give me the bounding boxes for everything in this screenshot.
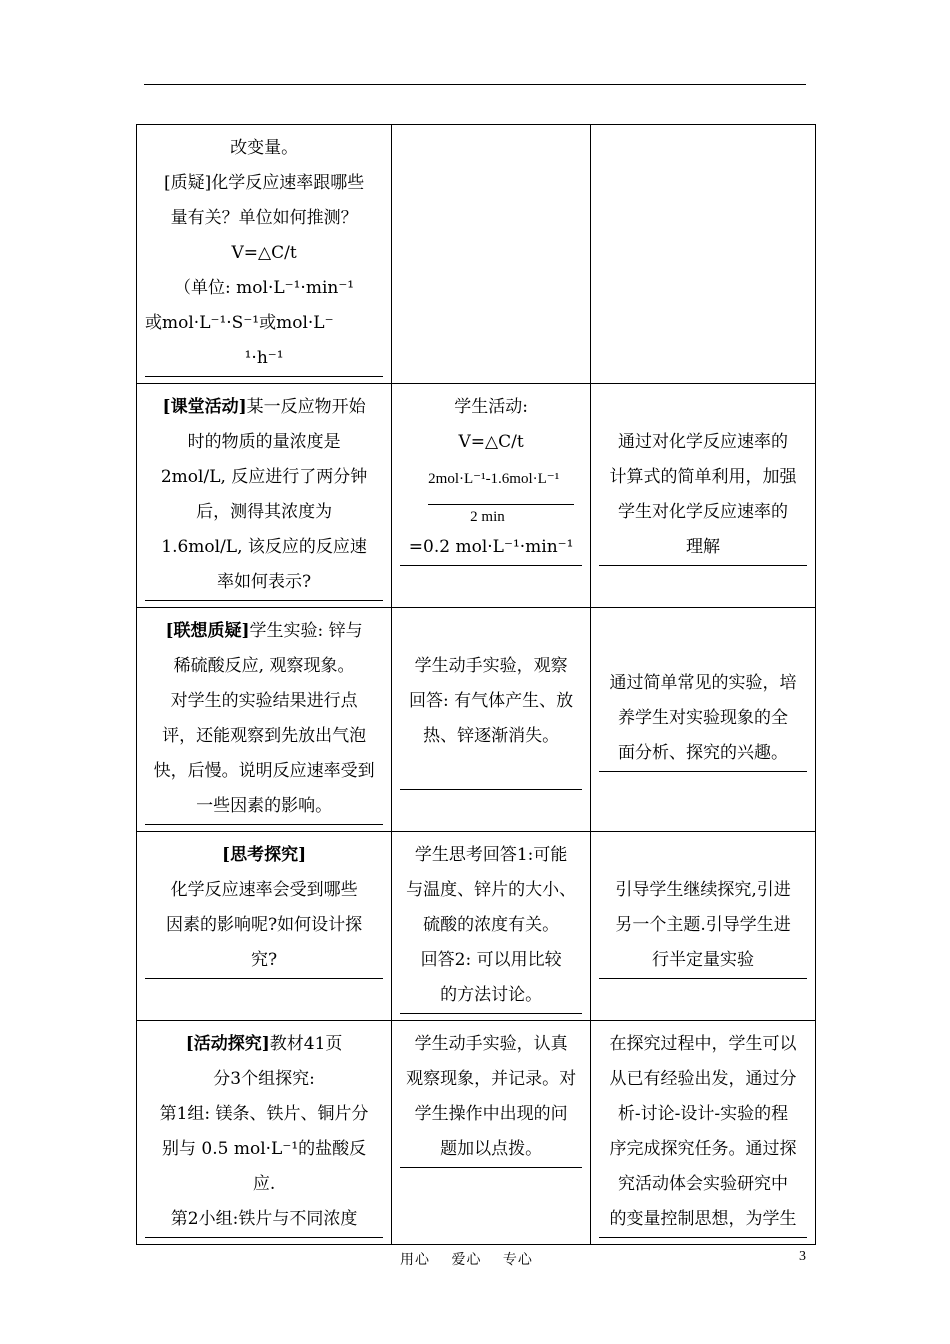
section-label: [思考探究]	[222, 845, 307, 865]
footer-motto: 用心 爱心 专心	[400, 1252, 533, 1268]
cell-design-intent	[591, 125, 816, 384]
text-line: 对学生的实验结果进行点	[170, 691, 358, 711]
cell-design-intent	[591, 384, 816, 608]
text-line: 某一反应物开始	[246, 397, 366, 417]
cell-teacher-activity	[137, 608, 392, 832]
text-line: 化学反应速率会受到哪些	[170, 880, 358, 900]
text-line: 稀硫酸反应, 观察现象。	[173, 656, 355, 676]
text-line: 2mol/L, 反应进行了两分钟	[160, 467, 368, 487]
section-label: [联想质疑]	[165, 621, 250, 641]
text-line: 养学生对实验现象的全	[618, 708, 789, 728]
cell-teacher-activity	[137, 1021, 392, 1245]
table-row	[137, 608, 816, 832]
table-row	[137, 125, 816, 384]
text-line: 行半定量实验	[599, 943, 807, 979]
cell-design-intent	[591, 608, 816, 832]
text-line: 评，还能观察到先放出气泡	[162, 726, 367, 746]
cell-student-activity	[392, 125, 591, 384]
text-line: 面分析、探究的兴趣。	[599, 736, 807, 772]
text-line: 学生操作中出现的问	[414, 1104, 568, 1124]
cell-student-activity	[392, 832, 591, 1021]
text-line: 教材41页	[269, 1034, 343, 1054]
table-row	[137, 384, 816, 608]
lesson-table	[136, 124, 816, 1245]
text-line: 通过简单常见的实验，培	[609, 673, 797, 693]
text-line: 别与 0.5 mol·L⁻¹的盐酸反	[162, 1139, 367, 1159]
text-line: 序完成探究任务。通过探	[609, 1139, 797, 1159]
cell-student-activity	[392, 608, 591, 832]
text-line: 学生动手实验，认真	[414, 1034, 568, 1054]
page-number: 3	[799, 1249, 806, 1264]
text-line: 因素的影响呢?如何设计探	[166, 915, 363, 935]
text-line: 应.	[252, 1174, 276, 1194]
table-row	[137, 1021, 816, 1245]
text-line: 引导学生继续探究,引进	[615, 880, 791, 900]
cell-design-intent	[591, 832, 816, 1021]
text-line: 从已有经验出发，通过分	[609, 1069, 797, 1089]
text-line: 改变量。	[230, 138, 299, 158]
text-line: 热、锌逐渐消失。	[423, 726, 560, 746]
text-line: 另一个主题.引导学生进	[615, 915, 791, 935]
text-line: 计算式的简单利用，加强	[609, 467, 797, 487]
fraction-denominator: 2 min	[470, 509, 505, 525]
cell-student-activity	[392, 1021, 591, 1245]
text-line: （单位: mol·L⁻¹·min⁻¹	[174, 278, 355, 298]
text-line: 一些因素的影响。	[145, 789, 383, 825]
fraction-bar	[428, 504, 574, 505]
formula: V=△C/t	[231, 243, 297, 263]
text-line: 通过对化学反应速率的	[618, 432, 789, 452]
text-line: 学生动手实验，观察	[414, 656, 568, 676]
text-line: 学生对化学反应速率的	[618, 502, 789, 522]
text-line: 回答: 有气体产生、放	[409, 691, 574, 711]
fraction-numerator: 2mol·L⁻¹-1.6mol·L⁻¹	[428, 471, 560, 487]
header-rule	[144, 84, 806, 85]
cell-teacher-activity	[137, 832, 392, 1021]
text-line: 快，后慢。说明反应速率受到	[153, 761, 375, 781]
fraction	[400, 460, 582, 530]
text-line: 理解	[599, 530, 807, 566]
result-line: =0.2 mol·L⁻¹·min⁻¹	[400, 530, 582, 566]
text-line: 后，测得其浓度为	[196, 502, 333, 522]
text-line: 的变量控制思想，为学生	[599, 1202, 807, 1238]
cell-student-activity	[392, 384, 591, 608]
text-line: 第2小组:铁片与不同浓度	[145, 1202, 383, 1238]
text-line: 学生思考回答1:可能	[414, 845, 568, 865]
text-line: 题加以点拨。	[400, 1132, 582, 1168]
text-line: 究活动体会实验研究中	[618, 1174, 789, 1194]
text-line: 或mol·L⁻¹·S⁻¹或mol·L⁻	[145, 313, 334, 333]
text-line: 学生实验: 锌与	[249, 621, 363, 641]
text-line: 在探究过程中，学生可以	[609, 1034, 797, 1054]
text-line: 回答2: 可以用比较	[420, 950, 562, 970]
cell-teacher-activity	[137, 384, 392, 608]
table-row	[137, 832, 816, 1021]
text-line: ¹·h⁻¹	[145, 341, 383, 377]
text-line: [质疑]化学反应速率跟哪些	[163, 173, 365, 193]
text-line: 学生活动:	[454, 397, 528, 417]
text-line: 析-讨论-设计-实验的程	[617, 1104, 789, 1124]
formula: V=△C/t	[458, 432, 524, 452]
text-line: 究?	[145, 943, 383, 979]
text-line: 1.6mol/L, 该反应的反应速	[161, 537, 367, 557]
text-line: 分3个组探究:	[213, 1069, 315, 1089]
underline	[400, 754, 582, 790]
section-label: [活动探究]	[185, 1034, 270, 1054]
text-line: 时的物质的量浓度是	[187, 432, 341, 452]
text-line: 量有关？单位如何推测？	[170, 208, 358, 228]
text-line: 率如何表示?	[145, 565, 383, 601]
text-line: 的方法讨论。	[400, 978, 582, 1014]
cell-teacher-activity	[137, 125, 392, 384]
text-line: 第1组: 镁条、铁片、铜片分	[159, 1104, 369, 1124]
text-line: 硫酸的浓度有关。	[423, 915, 560, 935]
text-line: 与温度、锌片的大小、	[406, 880, 577, 900]
text-line: 观察现象，并记录。对	[406, 1069, 577, 1089]
cell-design-intent	[591, 1021, 816, 1245]
section-label: [课堂活动]	[162, 397, 247, 417]
